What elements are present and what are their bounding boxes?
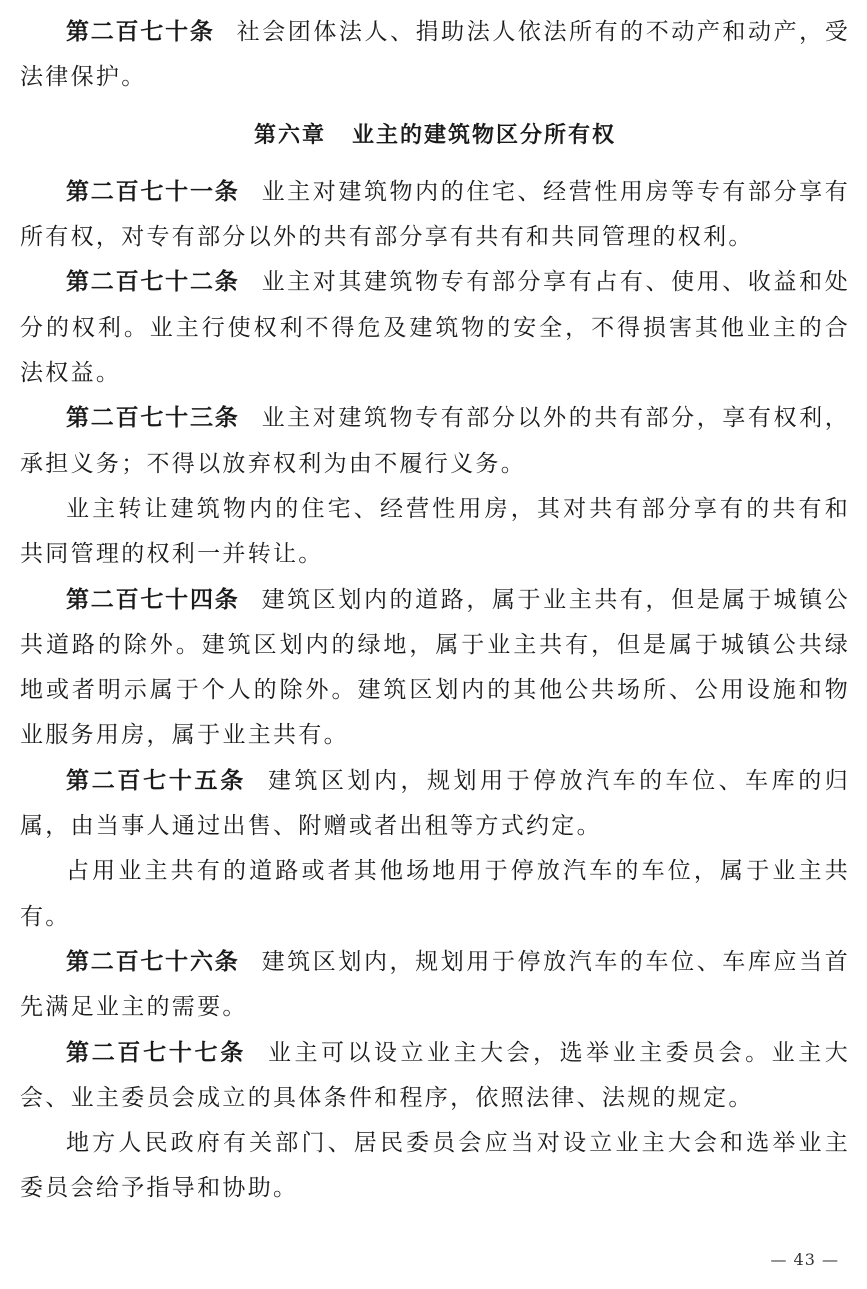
article-272-number: 第二百七十二条 <box>66 269 240 296</box>
article-270 <box>20 10 850 101</box>
article-276-text: 建筑区划内，规划用于停放汽车的车位、车库应当首先满足业主的需要。 <box>20 948 850 1021</box>
article-275 <box>20 759 850 850</box>
article-273-text: 业主对建筑物专有部分以外的共有部分，享有权利，承担义务；不得以放弃权利为由不履行义务。 <box>20 405 850 477</box>
article-272-text: 业主对其建筑物专有部分享有占有、使用、收益和处分的权利。业主行使权利不得危及建筑物的安全，不得损害其他业主的合法权益。 <box>20 269 850 387</box>
article-277-paragraph-2: 地方人民政府有关部门、居民委员会应当对设立业主大会和选举业主委员会给予指导和协助。 <box>20 1130 850 1202</box>
article-270-text: 社会团体法人、捐助法人依法所有的不动产和动产，受法律保护。 <box>20 19 851 91</box>
article-277-text: 业主可以设立业主大会，选举业主委员会。业主大会、业主委员会成立的具体条件和程序，依照法律、法规的规定。 <box>20 1039 851 1111</box>
article-276 <box>20 940 850 1031</box>
article-275-text: 建筑区划内，规划用于停放汽车的车位、车库的归属，由当事人通过出售、附赠或者出租等方式约定。 <box>20 767 851 840</box>
article-274-text: 建筑区划内的道路，属于业主共有，但是属于城镇公共道路的除外。建筑区划内的绿地，属于业主共有，但是属于城镇公共绿地或者明示属于个人的除外。建筑区划内的其他公共场所、公用设施和物业服务用房，属于业主共有。 <box>20 586 850 749</box>
article-275-paragraph-2: 占用业主共有的道路或者其他场地用于停放汽车的车位，属于业主共有。 <box>20 858 850 930</box>
chapter-title: 业主的建筑物区分所有权 <box>352 122 617 148</box>
document-page <box>20 10 850 1212</box>
page-number: — 43 — <box>770 1250 839 1269</box>
article-270-number: 第二百七十条 <box>66 19 215 45</box>
chapter-heading <box>20 101 850 170</box>
article-271-text: 业主对建筑物内的住宅、经营性用房等专有部分享有所有权，对专有部分以外的共有部分享有共有和共同管理的权利。 <box>20 178 850 251</box>
article-274 <box>20 578 850 759</box>
article-276-number: 第二百七十六条 <box>66 948 240 975</box>
article-271 <box>20 170 850 261</box>
article-273-number: 第二百七十三条 <box>66 405 240 432</box>
chapter-number: 第六章 <box>253 122 326 148</box>
article-273 <box>20 396 850 487</box>
article-271-number: 第二百七十一条 <box>66 178 240 205</box>
article-277 <box>20 1031 850 1122</box>
article-277-number: 第二百七十七条 <box>66 1039 246 1066</box>
article-275-number: 第二百七十五条 <box>66 767 246 794</box>
article-274-number: 第二百七十四条 <box>66 586 240 613</box>
article-273-paragraph-2: 业主转让建筑物内的住宅、经营性用房，其对共有部分享有的共有和共同管理的权利一并转让。 <box>20 495 850 568</box>
article-272 <box>20 260 850 396</box>
